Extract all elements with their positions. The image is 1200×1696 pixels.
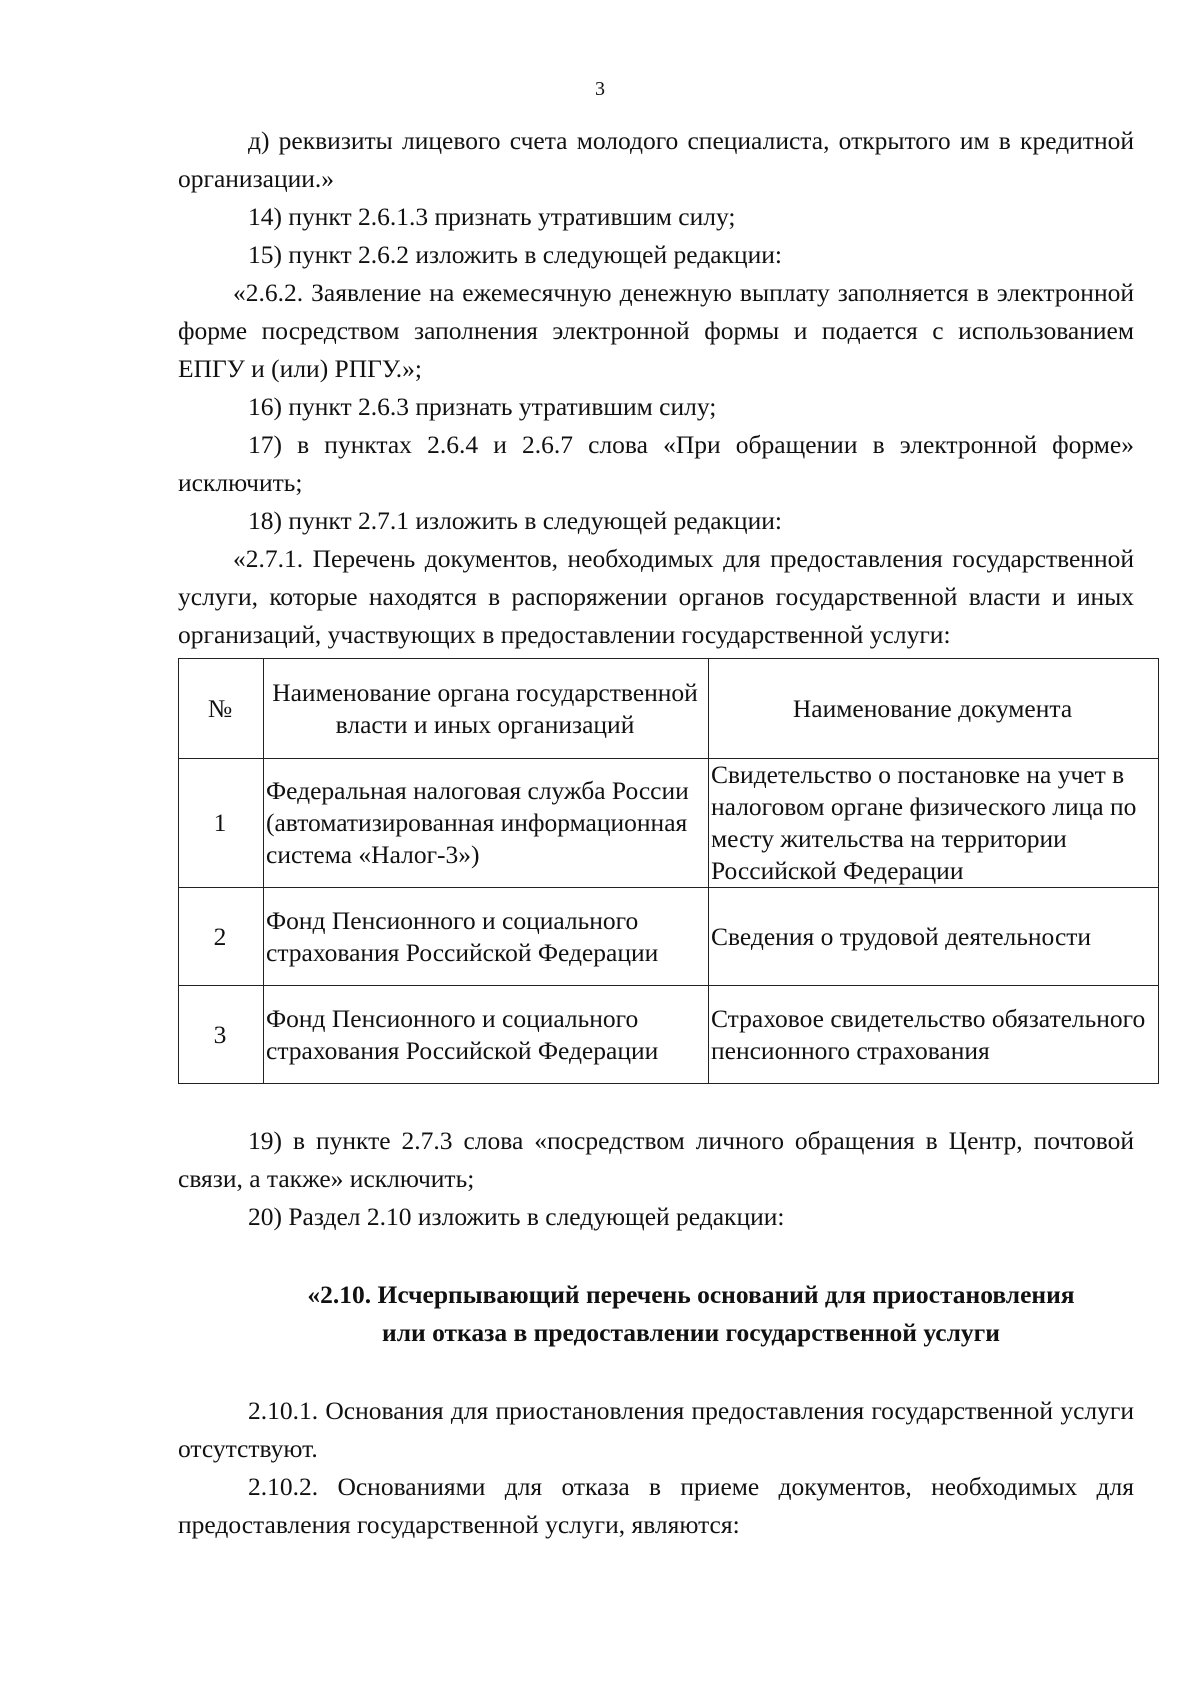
table-header-organization: Наименование органа государственной власти и иных организаций: [264, 659, 709, 759]
paragraph-d-requisites: д) реквизиты лицевого счета молодого специалиста, открытого им в кредитной организации.»: [178, 126, 1134, 193]
paragraph-item-16: 16) пункт 2.6.3 признать утратившим силу;: [248, 392, 717, 421]
section-heading-2-10: [178, 1276, 1134, 1352]
paragraph-quote-2-7-1: «2.7.1. Перечень документов, необходимых для предоставления государственной услуги, которые находятся в распоряжении органов государственной власти и иных организаций, участвующих в предоставлении государственной услуги:: [178, 544, 1134, 649]
table-header-document: Наименование документа: [709, 659, 1159, 759]
table-cell-number: 2: [179, 888, 264, 986]
paragraph-quote-2-6-2: «2.6.2. Заявление на ежемесячную денежную выплату заполняется в электронной форме посредством заполнения электронной формы и подается с использованием ЕПГУ и (или) РПГУ.»;: [178, 278, 1134, 383]
table-cell-number: 1: [179, 759, 264, 888]
paragraph-item-17: 17) в пунктах 2.6.4 и 2.6.7 слова «При обращении в электронной форме» исключить;: [178, 430, 1134, 497]
table-cell-document: Страховое свидетельство обязательного пенсионного страхования: [709, 986, 1159, 1084]
table-cell-organization: Фонд Пенсионного и социального страхования Российской Федерации: [264, 986, 709, 1084]
documents-table: [178, 658, 1159, 1084]
paragraph-item-20: 20) Раздел 2.10 изложить в следующей редакции:: [248, 1202, 785, 1231]
paragraph-2-10-2: 2.10.2. Основаниями для отказа в приеме документов, необходимых для предоставления государственной услуги, являются:: [178, 1472, 1134, 1539]
document-body: [178, 122, 1146, 1544]
table-cell-document: Сведения о трудовой деятельности: [709, 888, 1159, 986]
table-header-number: №: [179, 659, 264, 759]
table-row: [179, 759, 1159, 888]
section-heading-line-2: или отказа в предоставлении государственной услуги: [382, 1318, 1000, 1347]
paragraph-item-18: 18) пункт 2.7.1 изложить в следующей редакции:: [248, 506, 782, 535]
table-header-row: [179, 659, 1159, 759]
table-row: [179, 986, 1159, 1084]
table-cell-number: 3: [179, 986, 264, 1084]
page-number: 3: [595, 78, 605, 100]
section-heading-line-1: «2.10. Исчерпывающий перечень оснований для приостановления: [307, 1280, 1075, 1309]
paragraph-2-10-1: 2.10.1. Основания для приостановления предоставления государственной услуги отсутствуют.: [178, 1396, 1134, 1463]
table-cell-organization: Фонд Пенсионного и социального страхования Российской Федерации: [264, 888, 709, 986]
table-cell-document: Свидетельство о постановке на учет в налоговом органе физического лица по месту жительства на территории Российской Федерации: [709, 759, 1159, 888]
table-cell-organization: Федеральная налоговая служба России (автоматизированная информационная система «Налог-3»): [264, 759, 709, 888]
table-row: [179, 888, 1159, 986]
paragraph-item-14: 14) пункт 2.6.1.3 признать утратившим силу;: [248, 202, 736, 231]
paragraph-item-15: 15) пункт 2.6.2 изложить в следующей редакции:: [248, 240, 782, 269]
paragraph-item-19: 19) в пункте 2.7.3 слова «посредством личного обращения в Центр, почтовой связи, а также» исключить;: [178, 1126, 1134, 1193]
